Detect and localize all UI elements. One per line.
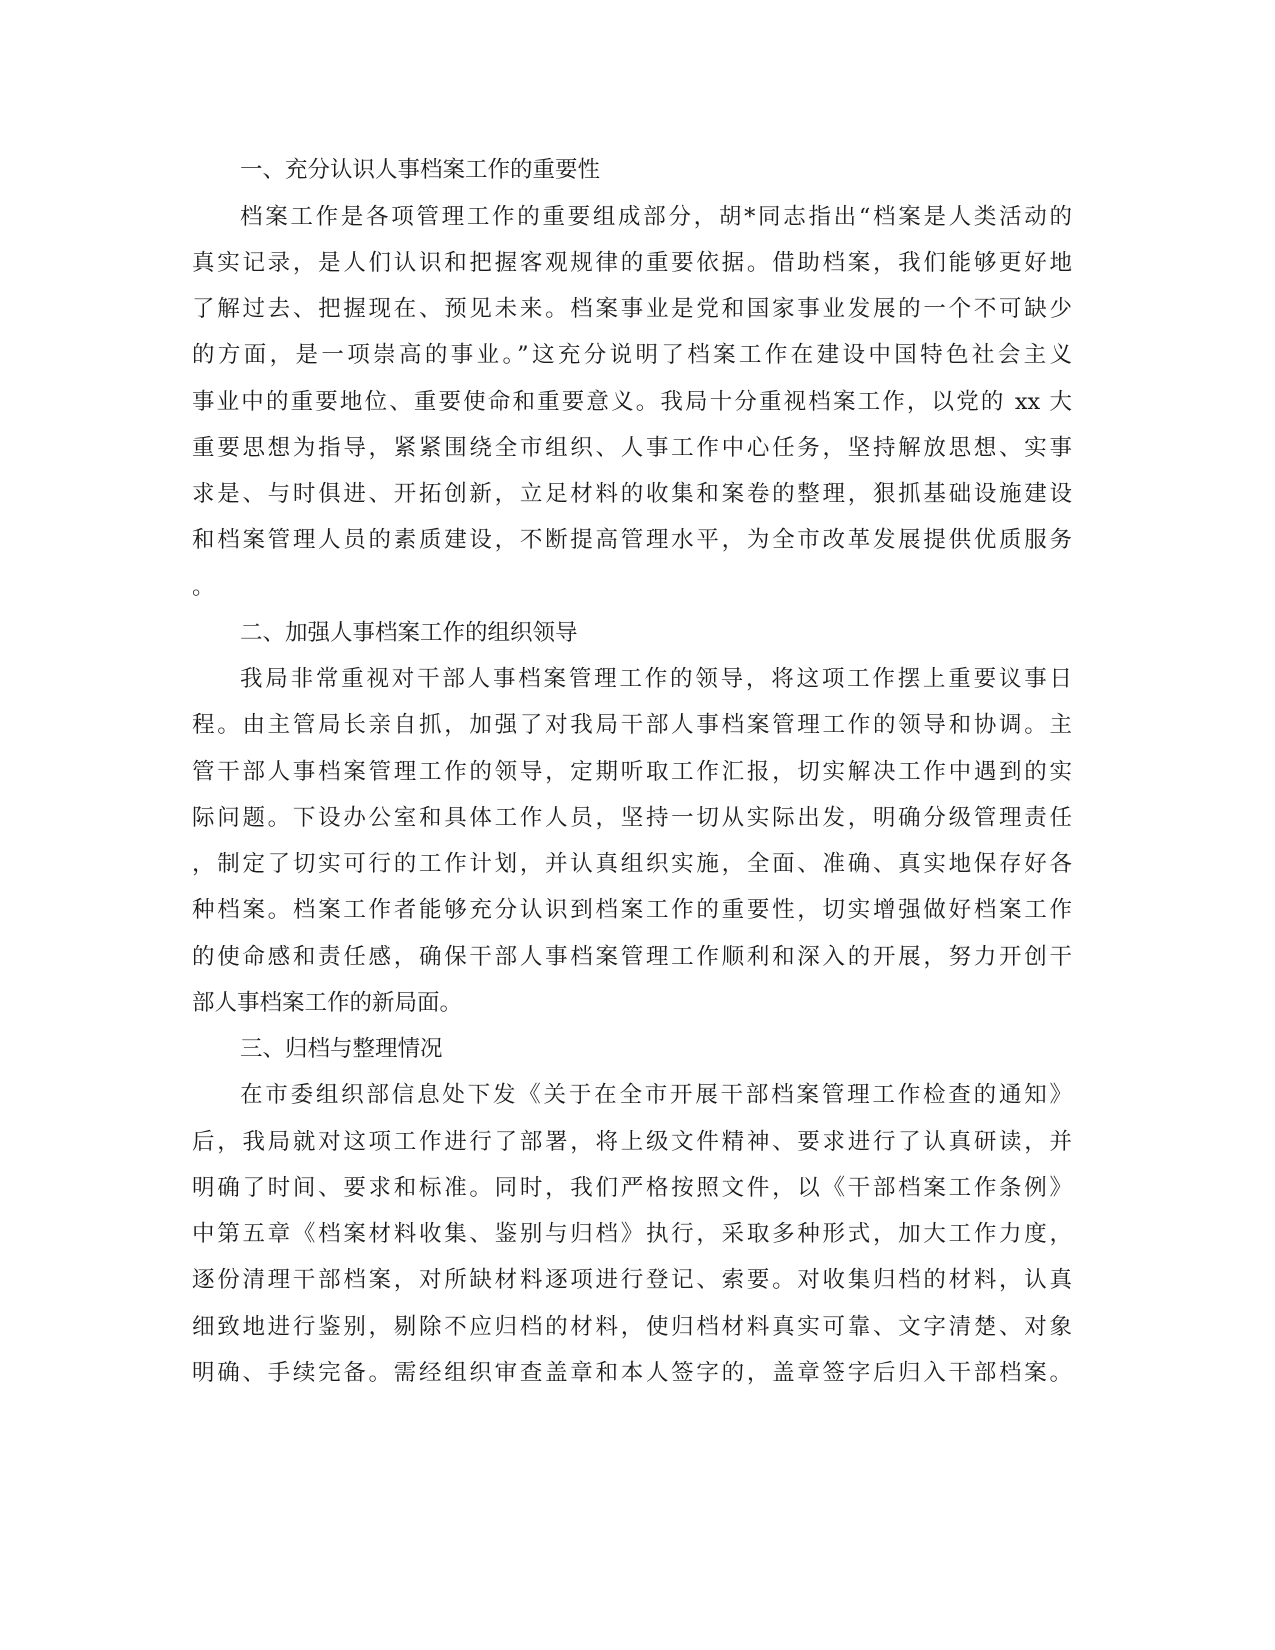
paragraph-line: 我局非常重视对干部人事档案管理工作的领导，将这项工作摆上重要议事日	[240, 666, 1072, 692]
paragraph-line: 种档案。档案工作者能够充分认识到档案工作的重要性，切实增强做好档案工作	[192, 897, 1072, 923]
paragraph-line: 档案工作是各项管理工作的重要组成部分，胡*同志指出“档案是人类活动的	[240, 204, 1072, 230]
paragraph-line: 和档案管理人员的素质建设，不断提高管理水平，为全市改革发展提供优质服务	[192, 527, 1072, 553]
paragraph-line: 明确、手续完备。需经组织审查盖章和本人签字的，盖章签字后归入干部档案。	[192, 1360, 1072, 1386]
paragraph-line: 重要思想为指导，紧紧围绕全市组织、人事工作中心任务，坚持解放思想、实事	[192, 435, 1072, 461]
paragraph-line: 的方面，是一项崇高的事业。”这充分说明了档案工作在建设中国特色社会主义	[192, 342, 1072, 368]
paragraph-line: 的使命感和责任感，确保干部人事档案管理工作顺利和深入的开展，努力开创干	[192, 944, 1072, 970]
paragraph-line: 了解过去、把握现在、预见未来。档案事业是党和国家事业发展的一个不可缺少	[192, 296, 1072, 322]
paragraph-line: 后，我局就对这项工作进行了部署，将上级文件精神、要求进行了认真研读，并	[192, 1129, 1072, 1155]
paragraph-line: 逐份清理干部档案，对所缺材料逐项进行登记、索要。对收集归档的材料，认真	[192, 1267, 1072, 1293]
paragraph-line: 际问题。下设办公室和具体工作人员，坚持一切从实际出发，明确分级管理责任	[192, 805, 1072, 831]
section-heading-1: 一、充分认识人事档案工作的重要性	[240, 157, 601, 183]
paragraph-line: 部人事档案工作的新局面。	[192, 990, 463, 1016]
paragraph-line: 中第五章《档案材料收集、鉴别与归档》执行，采取多种形式，加大工作力度，	[192, 1221, 1072, 1247]
paragraph-line: 在市委组织部信息处下发《关于在全市开展干部档案管理工作检查的通知》	[240, 1082, 1072, 1108]
paragraph-line: 明确了时间、要求和标准。同时，我们严格按照文件，以《干部档案工作条例》	[192, 1175, 1072, 1201]
paragraph-line: 事业中的重要地位、重要使命和重要意义。我局十分重视档案工作，以党的 xx 大	[192, 389, 1072, 415]
paragraph-line: 细致地进行鉴别，剔除不应归档的材料，使归档材料真实可靠、文字清楚、对象	[192, 1314, 1072, 1340]
paragraph-line: 管干部人事档案管理工作的领导，定期听取工作汇报，切实解决工作中遇到的实	[192, 759, 1072, 785]
paragraph-line: 程。由主管局长亲自抓，加强了对我局干部人事档案管理工作的领导和协调。主	[192, 712, 1072, 738]
paragraph-line: 真实记录，是人们认识和把握客观规律的重要依据。借助档案，我们能够更好地	[192, 250, 1072, 276]
paragraph-line: ，制定了切实可行的工作计划，并认真组织实施，全面、准确、真实地保存好各	[192, 851, 1072, 877]
paragraph-line: 求是、与时俱进、开拓创新，立足材料的收集和案卷的整理，狠抓基础设施建设	[192, 481, 1072, 507]
section-heading-2: 二、加强人事档案工作的组织领导	[240, 620, 578, 646]
section-heading-3: 三、归档与整理情况	[240, 1036, 443, 1062]
paragraph-line: 。	[192, 574, 215, 600]
